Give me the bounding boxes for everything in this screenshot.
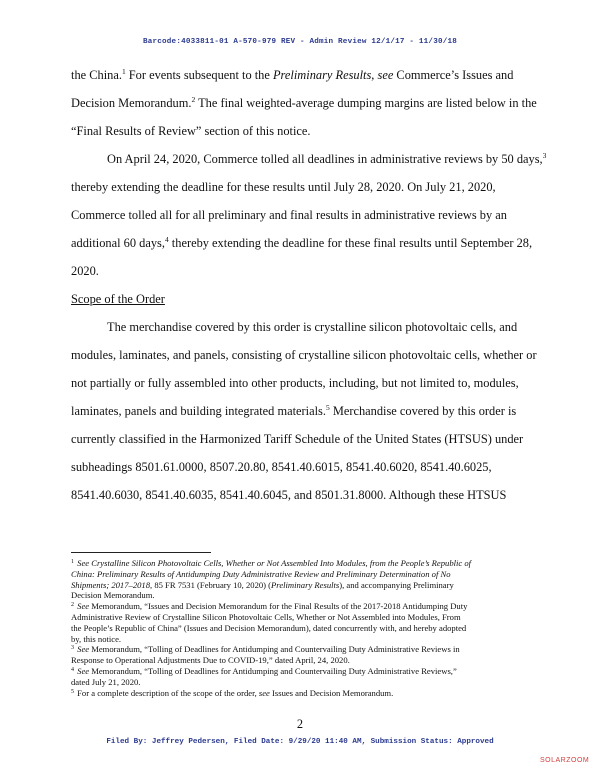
italic-text: see xyxy=(377,68,394,82)
italic-text: see xyxy=(258,687,270,698)
italic-text: See xyxy=(75,644,90,655)
footnote-number: 1 xyxy=(71,559,74,565)
italic-text: Preliminary Results xyxy=(271,579,340,590)
paragraph-line: “Final Results of Review” section of this notice. xyxy=(71,124,311,138)
paragraph-line: not partially or fully assembled into other products, including, but not limited to, modules, xyxy=(71,376,519,390)
text-run: Decision Memorandum. xyxy=(71,96,192,110)
text-run: For events subsequent to the xyxy=(125,68,273,82)
footnote-5 xyxy=(71,688,533,699)
page-number: 2 xyxy=(296,717,304,731)
text-run: Issues and Decision Memorandum. xyxy=(269,687,394,698)
footnote-2 xyxy=(71,601,533,612)
footnote-3 xyxy=(71,644,533,655)
paragraph-line xyxy=(71,404,516,419)
footnote-line: Administrative Review of Crystalline Silicon Photovoltaic Cells, Whether or Not Assembled into Modules, From xyxy=(71,611,461,622)
footnote-1 xyxy=(71,558,533,569)
footnote-line xyxy=(71,580,533,591)
paragraph-line xyxy=(71,236,532,251)
barcode-header: Barcode:4033811-01 A-570-979 REV - Admin Review 12/1/17 - 11/30/18 xyxy=(143,38,457,46)
paragraph-line: modules, laminates, and panels, consisting of crystalline silicon photovoltaic cells, whether or xyxy=(71,348,537,362)
text-run: Commerce’s Issues and xyxy=(393,68,514,82)
text-run: The final weighted-average dumping margins are listed below in the xyxy=(195,96,537,110)
footnote-number: 3 xyxy=(71,645,74,652)
footnote-4 xyxy=(71,666,533,677)
footnote-line: dated July 21, 2020. xyxy=(71,676,141,687)
italic-text: See xyxy=(75,558,90,568)
footnote-line: the People’s Republic of China” (Issues and Decision Memorandum), dated concurrently with, and hereby adopted xyxy=(71,622,467,633)
text-run: Memorandum, “Issues and Decision Memorandum for the Final Results of the 2017-2018 Antidumping Duty xyxy=(89,601,468,612)
footnote-line: by, this notice. xyxy=(71,633,122,644)
footnote-number: 5 xyxy=(71,688,74,695)
paragraph-line: currently classified in the Harmonized Tariff Schedule of the United States (HTSUS) under xyxy=(71,432,524,446)
text-run: laminates, panels and building integrated materials. xyxy=(71,404,326,418)
footnote-ref: 3 xyxy=(542,151,547,160)
text-run: Memorandum, “Tolling of Deadlines for Antidumping and Countervailing Duty Administrative Reviews in xyxy=(89,644,460,655)
paragraph-line xyxy=(71,68,513,83)
filed-by-footer: Filed By: Jeffrey Pedersen, Filed Date: 9/29/20 11:40 AM, Submission Status: Approved xyxy=(106,738,494,746)
footnote-divider xyxy=(71,552,211,553)
watermark-logo: SOLARZOOM xyxy=(540,757,590,764)
text-run: the China. xyxy=(71,68,122,82)
text-run: thereby extending the deadline for these final results until September 28, xyxy=(168,236,533,250)
paragraph-line: thereby extending the deadline for these results until July 28, 2020. On July 21, 2020, xyxy=(71,180,496,194)
text-run: , xyxy=(371,68,378,82)
footnote-ref: 4 xyxy=(164,235,169,244)
paragraph-line: 2020. xyxy=(71,264,99,278)
text-run: , 85 FR 7531 (February 10, 2020) ( xyxy=(150,579,272,590)
footnote-ref: 2 xyxy=(191,95,196,104)
text-run: For a complete description of the scope of the order, xyxy=(75,687,259,698)
italic-text: See xyxy=(75,601,90,612)
italic-text: See xyxy=(75,665,90,676)
footnote-ref: 1 xyxy=(121,67,126,76)
footnote-number: 4 xyxy=(71,666,74,673)
paragraph-line: Commerce tolled all for all preliminary and final results in administrative reviews by an xyxy=(71,208,507,222)
text-run: Merchandise covered by this order is xyxy=(329,404,517,418)
text-run: additional 60 days, xyxy=(71,236,165,250)
italic-text: Shipments; 2017–2018 xyxy=(71,579,151,590)
italic-text: Crystalline Silicon Photovoltaic Cells, Whether or Not Assembled Into Modules, from the People’s Republic of xyxy=(89,558,472,568)
paragraph-line: The merchandise covered by this order is crystalline silicon photovoltaic cells, and xyxy=(107,320,518,334)
text-run: On April 24, 2020, Commerce tolled all deadlines in administrative reviews by 50 days, xyxy=(107,152,543,166)
italic-text: Preliminary Results xyxy=(272,68,372,82)
text-run: ), and accompanying Preliminary xyxy=(339,579,454,590)
footnotes xyxy=(71,558,533,698)
paragraph-line xyxy=(71,96,537,111)
footnote-line: Response to Operational Adjustments Due to COVID-19,” dated April, 24, 2020. xyxy=(71,655,350,666)
footnote-line: Decision Memorandum. xyxy=(71,590,155,601)
paragraph-line: 8541.40.6030, 8541.40.6035, 8541.40.6045, and 8501.31.8000. Although these HTSUS xyxy=(71,488,507,502)
text-run: Memorandum, “Tolling of Deadlines for Antidumping and Countervailing Duty Administrative Reviews,” xyxy=(89,665,457,676)
paragraph-line: subheadings 8501.61.0000, 8507.20.80, 8541.40.6015, 8541.40.6020, 8541.40.6025, xyxy=(71,460,492,474)
footnote-line xyxy=(71,569,533,580)
italic-text: China: Preliminary Results of Antidumping Duty Administrative Review and Preliminary Determination of No xyxy=(71,568,451,579)
footnote-ref: 5 xyxy=(325,403,330,412)
footnote-number: 2 xyxy=(71,602,74,609)
section-heading: Scope of the Order xyxy=(71,292,165,306)
paragraph-line xyxy=(107,152,546,167)
